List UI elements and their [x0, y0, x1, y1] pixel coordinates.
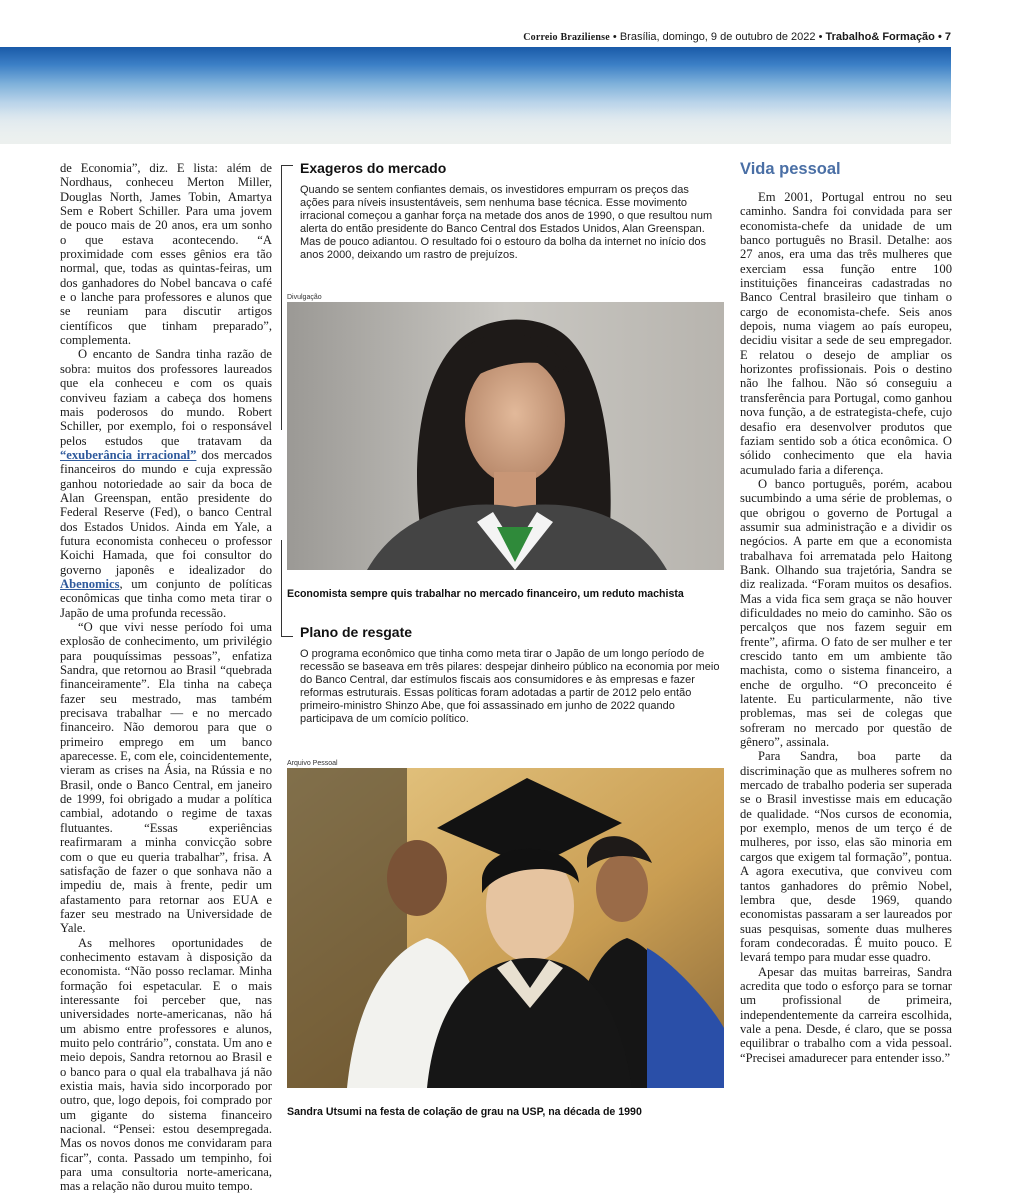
sidebar-title: Exageros do mercado: [300, 160, 447, 176]
photo-caption: Sandra Utsumi na festa de colação de grau na USP, na década de 1990: [287, 1106, 642, 1118]
sidebar-body: O programa econômico que tinha como meta tirar o Japão de um longo período de recessão se baseava em três pilares: despejar dinheiro público na economia por meio do Banco Central, dar estímulos fiscais aos consumidores e às empresas e fazer reformas estruturais. Essas políticas foram adotadas a partir de 2012 pelo então primeiro-ministro Shinzo Abe, que foi assassinado em junho de 2022 quando participava de um comício político.: [300, 648, 720, 726]
photo-caption: Economista sempre quis trabalhar no mercado financeiro, um reduto machista: [287, 588, 684, 600]
paragraph-text: dos mercados financeiros do mundo e cuja expressão ganhou notoriedade ao sair da boca de Alan Greenspan, então presidente do Federal Reserve (Fed), o banco Central dos Estados Unidos. Ainda em Yale, a futura economista conheceu o professor Koichi Hamada, que foi consultor do governo japonês e idealizador do: [60, 447, 273, 577]
paragraph: [60, 347, 272, 620]
sidebar-connector: [281, 540, 282, 636]
sidebar-connector: [281, 636, 293, 637]
page-number: • 7: [934, 31, 951, 43]
paragraph: de Economia”, diz. E lista: além de Nordhaus, conheceu Merton Miller, Douglas North, James Tobin, Amartya Sem e Robert Schiller. Para uma jovem de pouco mais de 20 anos, era um sonho o que estava acontecendo. “A proximidade com esses gênios era tão normal, que, todas as quintas-feiras, um dos ganhadores do Nobel bancava o café e o lanche para professores e alunos que se reuniam para discutir artigos científicos que tinham preparado”, complementa.: [60, 161, 272, 348]
photo-credit: Arquivo Pessoal: [287, 760, 338, 767]
portrait-illustration: [287, 302, 724, 570]
graduation-illustration: [287, 768, 724, 1088]
article-column-3: [740, 190, 952, 1065]
header-banner-image: [0, 47, 951, 144]
dateline: • Brasília, domingo, 9 de outubro de 2022 •: [609, 31, 826, 43]
page-header: [0, 30, 1011, 47]
paragraph: “O que vivi nesse período foi uma explosão de conhecimento, um privilégio para pouquíssimas pessoas”, enfatiza Sandra, que retornou ao Brasil “quebrada financeiramente”. Ela tinha na cabeça fazer seu mestrado, mas também precisava trabalhar — e no mercado financeiro. Não demorou para que o primeiro emprego em um banco aparecesse. E, com ele, coincidentemente, vieram as crises na Ásia, na Rússia e no Brasil, onde o Banco Central, em janeiro de 1999, foi obrigado a mudar a política cambial, adotando o regime de taxas flutuantes. “Essas experiências reafirmaram a minha convicção sobre com o que eu queria trabalhar”, frisa. A satisfação de fazer o que sonhava não a impediu de, mais à frente, pedir um afastamento para retornar aos EUA e fazer seu mestrado na Universidade de Yale.: [60, 620, 272, 936]
sidebar-plano-resgate: [300, 624, 720, 727]
paragraph: Em 2001, Portugal entrou no seu caminho. Sandra foi convidada para ser economista-chefe da unidade de um banco português no Brasil. Detalhe: aos 27 anos, era uma das três mulheres que exerciam essa função entre 100 instituições financeiras cadastradas no Banco Central brasileiro que tinham o cargo de economista-chefe. Seis anos depois, numa viagem ao país europeu, decidiu visitar a sede de seu empregador. E relatou o desejo de ampliar os horizontes profissionais. Pois o destino não lhe falhou. Não só conseguiu a transferência para Portugal, como ganhou nova função, a de estrategista-chefe, cujo desafio era desenvolver produtos que faziam sentido sob a ótica econômica. O sólido conhecimento que ela havia acumulado faria a diferença.: [740, 190, 952, 477]
article-column-1: [60, 161, 272, 1194]
portrait-photo: [287, 302, 724, 570]
newspaper-name: Correio Braziliense: [523, 32, 610, 43]
paragraph: Para Sandra, boa parte da discriminação que as mulheres sofrem no mercado de trabalho poderia ser superada se o Brasil investisse mais em educação de qualidade. “Nos cursos de economia, por exemplo, menos de um terço é de mulheres, por isso, elas são minoria em cargos que exigem tal formação”, pontua. A agora executiva, que conviveu com tantos ganhadores do prêmio Nobel, lembra que, desde 1969, quando economistas passaram a ser laureados por suas pesquisas, somente duas mulheres foram condecoradas. É muito pouco. E levará tempo para mudar esse quadro.: [740, 749, 952, 965]
term-link-exuberancia[interactable]: “exuberância irracional”: [60, 447, 197, 462]
sidebar-exageros: [300, 160, 720, 263]
sidebar-connector: [281, 165, 293, 166]
section-name: Trabalho& Formação: [825, 31, 935, 43]
sidebar-body: Quando se sentem confiantes demais, os investidores empurram os preços das ações para níveis insustentáveis, sem nenhuma base técnica. Esse movimento irracional começou a ganhar força na metade dos anos de 1990, o que resultou num alerta do então presidente do Banco Central dos Estados Unidos, Alan Greenspan. Mas de pouco adiantou. O resultado foi o estouro da bolha da internet no início dos anos 2000, deixando um rastro de prejuízos.: [300, 184, 713, 262]
paragraph: Apesar das muitas barreiras, Sandra acredita que todo o esforço para se tornar um profissional de primeira, independentemente da carreira escolhida, vale a pena. Desde, é claro, que se possa equilibrar o trabalho com a vida pessoal. “Precisei amadurecer para entender isso.”: [740, 964, 952, 1065]
paragraph-text: O encanto de Sandra tinha razão de sobra: muitos dos professores laureados que ela conheceu e com os quais conviveu faziam a cabeça dos homens mais poderosos do mundo. Robert Schiller, por exemplo, foi o responsável pelos estudos que tratavam da: [60, 347, 272, 448]
paragraph-text: , um conjunto de políticas econômicas que tinha como meta tirar o Japão de uma profunda recessão.: [60, 576, 272, 620]
section-heading: Vida pessoal: [740, 160, 841, 178]
photo-credit: Divulgação: [287, 294, 322, 301]
paragraph: O banco português, porém, acabou sucumbindo a uma série de problemas, o que obrigou o governo de Portugal a assumir sua administração e a dividir os negócios. A parte em que a economista trabalhava foi arrematada pelo Haitong Bank. Olhando sua trajetória, Sandra se diz realizada. “Foram muitos os desafios. Mas a vida fica sem graça se não houver dificuldades no meio do caminho. São os percalços que nos fazem seguir em frente”, afirma. O fato de ser mulher e ter crescido tanto em um ambiente tão machista, como o sistema financeiro, a enche de orgulho. “O preconceito é latente. Eu particularmente, não tive problemas, mas sei de colegas que sofreram no mercado por questão de gênero”, assinala.: [740, 476, 952, 750]
sidebar-connector: [281, 165, 282, 430]
paragraph: As melhores oportunidades de conhecimento estavam à disposição da economista. “Não posso reclamar. Minha formação foi espetacular. E o mais interessante foi perceber que, nas universidades norte-americanas, não há um abismo entre professores e alunos, muito pelo contrário”, constata. Um ano e meio depois, Sandra retornou ao Brasil e o banco para o qual ela trabalhava já não existia mais, havia sido incorporado por outro, que, logo depois, foi comprado por um gigante do sistema financeiro nacional. “Pensei: estou desempregada. Mas os novos donos me convidaram para ficar”, conta. Passado um tempinho, foi para uma consultoria norte-americana, mas a relação não durou muito tempo.: [60, 935, 272, 1194]
graduation-photo: [287, 768, 724, 1088]
term-link-abenomics[interactable]: Abenomics: [60, 576, 120, 591]
header-line: [523, 31, 951, 43]
sidebar-title: Plano de resgate: [300, 624, 413, 640]
